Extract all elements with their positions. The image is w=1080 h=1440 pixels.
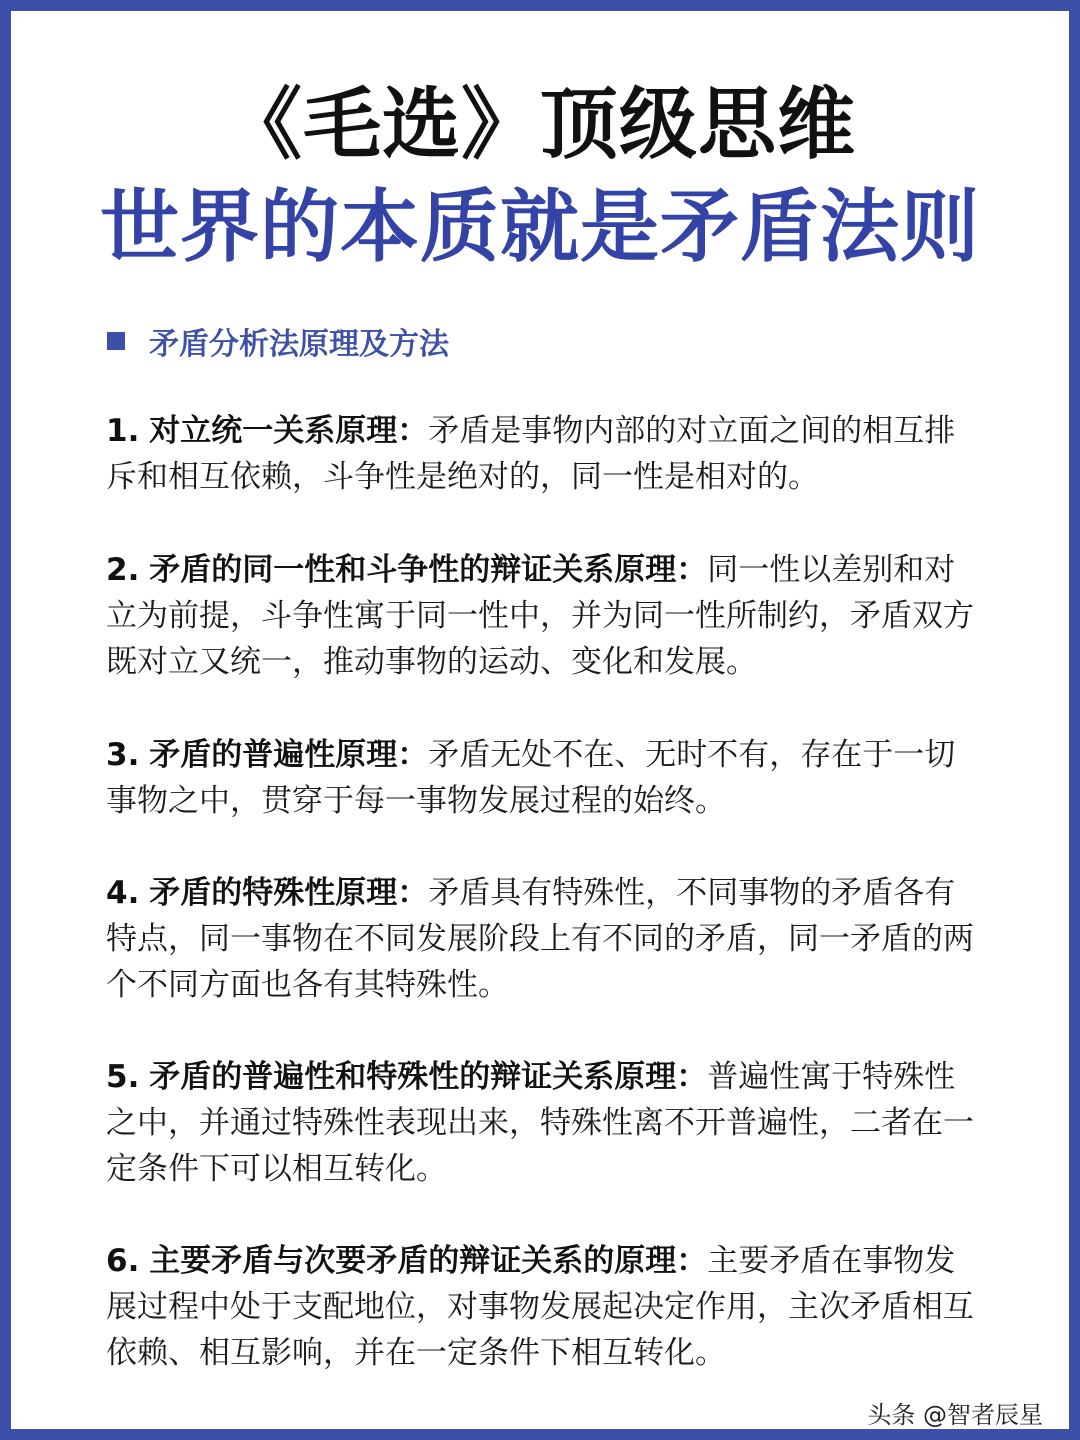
- item-number: 4.: [106, 875, 140, 911]
- item-text: 矛盾是事物内部的对立面之间的相互排斥和相互依赖，斗争性是绝对的，同一性是相对的。: [106, 413, 956, 495]
- page-title: 《毛选》顶级思维: [223, 80, 856, 170]
- section-header: [107, 317, 449, 365]
- item-text: 矛盾具有特殊性，不同事物的矛盾各有特点，同一事物在不同发展阶段上有不同的矛盾，同一矛盾的两个不同方面也各有其特殊性。: [106, 875, 974, 1003]
- principle-item-2: [106, 547, 986, 685]
- section-title: 矛盾分析法原理及方法: [149, 327, 449, 362]
- item-heading: 矛盾的同一性和斗争性的辩证关系原理：: [149, 552, 708, 588]
- item-number: 2.: [106, 552, 140, 588]
- item-number: 1.: [106, 413, 140, 449]
- item-number: 6.: [106, 1243, 140, 1279]
- item-number: 3.: [106, 737, 140, 773]
- item-heading: 矛盾的普遍性和特殊性的辩证关系原理：: [149, 1059, 708, 1095]
- item-heading: 主要矛盾与次要矛盾的辩证关系的原理：: [149, 1243, 708, 1279]
- watermark: 头条 @智者辰星: [867, 1401, 1043, 1429]
- principle-item-5: [106, 1054, 986, 1192]
- item-text: 同一性以差别和对立为前提，斗争性寓于同一性中，并为同一性所制约，矛盾双方既对立又统一，推动事物的运动、变化和发展。: [106, 552, 974, 680]
- item-heading: 矛盾的特殊性原理：: [149, 875, 429, 911]
- item-heading: 对立统一关系原理：: [149, 413, 429, 449]
- item-text: 普遍性寓于特殊性之中，并通过特殊性表现出来，特殊性离不开普遍性，二者在一定条件下可以相互转化。: [106, 1059, 974, 1187]
- principle-item-3: [106, 732, 986, 824]
- principle-item-1: [106, 408, 986, 500]
- item-number: 5.: [106, 1059, 140, 1095]
- principle-item-4: [106, 870, 986, 1008]
- square-bullet-icon: [107, 332, 125, 350]
- page-subtitle: 世界的本质就是矛盾法则: [100, 181, 980, 273]
- item-heading: 矛盾的普遍性原理：: [149, 737, 429, 773]
- item-text: 矛盾无处不在、无时不有，存在于一切事物之中，贯穿于每一事物发展过程的始终。: [106, 737, 956, 819]
- item-text: 主要矛盾在事物发展过程中处于支配地位，对事物发展起决定作用，主次矛盾相互依赖、相互影响，并在一定条件下相互转化。: [106, 1243, 974, 1371]
- principle-item-6: [106, 1238, 986, 1376]
